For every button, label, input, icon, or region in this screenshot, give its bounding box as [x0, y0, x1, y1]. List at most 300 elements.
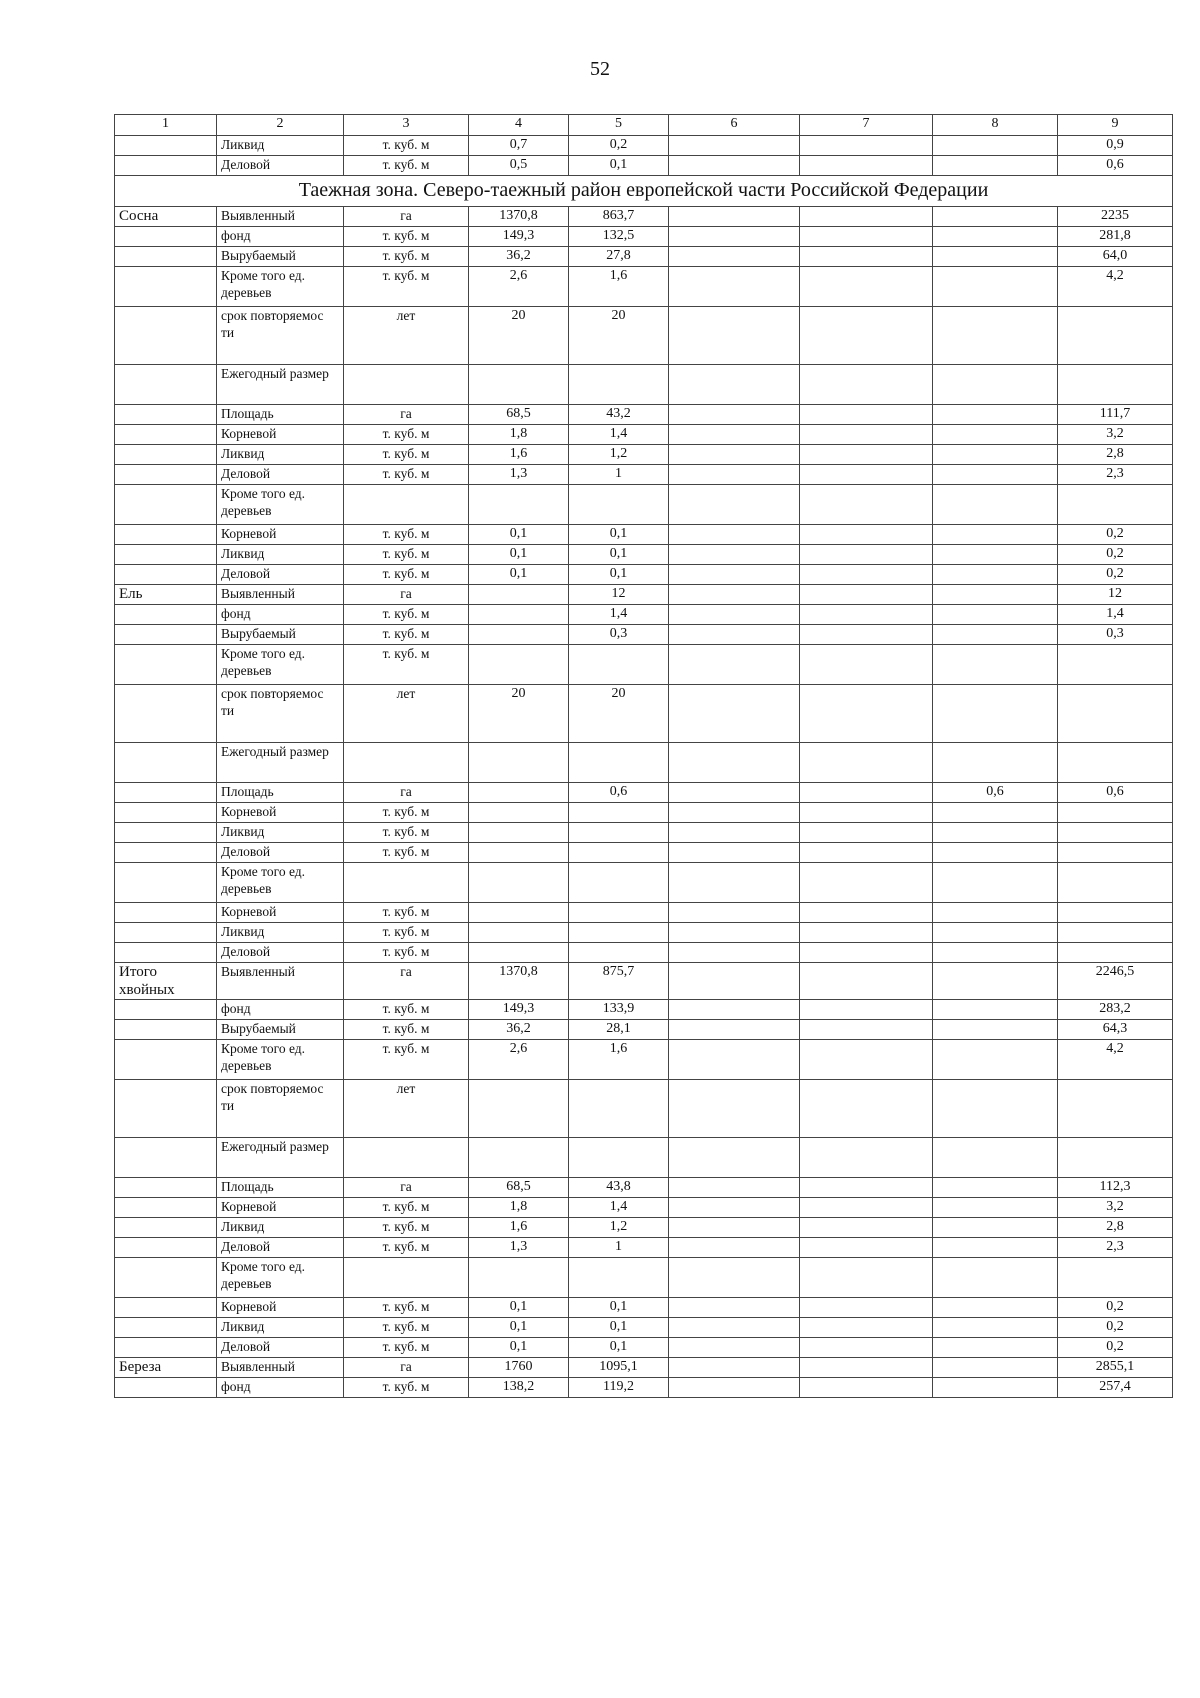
value-cell-col8 — [933, 1178, 1058, 1198]
value-cell-col7 — [800, 625, 933, 645]
table-row — [115, 783, 1173, 803]
species-cell: Ель — [115, 585, 217, 605]
value-cell-col5: 1,4 — [569, 605, 669, 625]
indicator-cell: Корневой — [217, 525, 344, 545]
indicator-cell: Площадь — [217, 1178, 344, 1198]
species-cell — [115, 1338, 217, 1358]
value-cell-col4: 1,3 — [469, 465, 569, 485]
unit-cell: га — [344, 783, 469, 803]
header-row — [115, 115, 1173, 136]
species-cell: Итого хвойных — [115, 963, 217, 1000]
value-cell-col5 — [569, 1138, 669, 1178]
value-cell-col7 — [800, 863, 933, 903]
value-cell-col9 — [1058, 1080, 1173, 1138]
table-row — [115, 1020, 1173, 1040]
value-cell-col9: 111,7 — [1058, 405, 1173, 425]
species-cell — [115, 485, 217, 525]
species-cell — [115, 903, 217, 923]
value-cell-col7 — [800, 843, 933, 863]
value-cell-col8 — [933, 585, 1058, 605]
value-cell-col5 — [569, 823, 669, 843]
indicator-cell: Выявленный — [217, 585, 344, 605]
value-cell-col8 — [933, 207, 1058, 227]
unit-cell: т. куб. м — [344, 605, 469, 625]
value-cell-col5 — [569, 365, 669, 405]
value-cell-col8 — [933, 803, 1058, 823]
species-cell — [115, 823, 217, 843]
table-row — [115, 605, 1173, 625]
value-cell-col7 — [800, 1378, 933, 1398]
indicator-cell: Корневой — [217, 903, 344, 923]
table-row — [115, 943, 1173, 963]
value-cell-col9: 0,2 — [1058, 1318, 1173, 1338]
value-cell-col4: 1,3 — [469, 1238, 569, 1258]
value-cell-col8 — [933, 1040, 1058, 1080]
value-cell-col7 — [800, 156, 933, 176]
value-cell-col4 — [469, 625, 569, 645]
value-cell-col8 — [933, 903, 1058, 923]
value-cell-col6 — [669, 1020, 800, 1040]
indicator-cell: Вырубаемый — [217, 625, 344, 645]
value-cell-col4: 1370,8 — [469, 207, 569, 227]
value-cell-col9: 4,2 — [1058, 267, 1173, 307]
table-row — [115, 136, 1173, 156]
value-cell-col4 — [469, 783, 569, 803]
table-row — [115, 445, 1173, 465]
unit-cell: т. куб. м — [344, 545, 469, 565]
table-row — [115, 545, 1173, 565]
data-table — [114, 114, 1173, 1398]
value-cell-col5: 863,7 — [569, 207, 669, 227]
value-cell-col7 — [800, 585, 933, 605]
table-row — [115, 843, 1173, 863]
value-cell-col5: 133,9 — [569, 1000, 669, 1020]
species-cell — [115, 227, 217, 247]
value-cell-col6 — [669, 1338, 800, 1358]
table-row — [115, 525, 1173, 545]
value-cell-col9 — [1058, 943, 1173, 963]
value-cell-col8 — [933, 267, 1058, 307]
value-cell-col6 — [669, 247, 800, 267]
indicator-cell: Выявленный — [217, 963, 344, 1000]
value-cell-col4 — [469, 585, 569, 605]
value-cell-col5 — [569, 1258, 669, 1298]
value-cell-col9: 112,3 — [1058, 1178, 1173, 1198]
value-cell-col8 — [933, 156, 1058, 176]
species-cell — [115, 1298, 217, 1318]
value-cell-col4: 0,1 — [469, 1338, 569, 1358]
indicator-cell: Корневой — [217, 1198, 344, 1218]
unit-cell: т. куб. м — [344, 445, 469, 465]
value-cell-col8 — [933, 227, 1058, 247]
value-cell-col5: 27,8 — [569, 247, 669, 267]
indicator-cell: фонд — [217, 605, 344, 625]
value-cell-col8 — [933, 823, 1058, 843]
value-cell-col9: 12 — [1058, 585, 1173, 605]
value-cell-col9: 64,3 — [1058, 1020, 1173, 1040]
value-cell-col5: 0,1 — [569, 156, 669, 176]
indicator-cell: Деловой — [217, 943, 344, 963]
value-cell-col8 — [933, 247, 1058, 267]
species-cell — [115, 645, 217, 685]
table-row — [115, 1318, 1173, 1338]
unit-cell — [344, 365, 469, 405]
value-cell-col7 — [800, 307, 933, 365]
value-cell-col4 — [469, 863, 569, 903]
value-cell-col6 — [669, 843, 800, 863]
unit-cell: т. куб. м — [344, 823, 469, 843]
value-cell-col4 — [469, 1258, 569, 1298]
table-row — [115, 963, 1173, 1000]
species-cell — [115, 1178, 217, 1198]
unit-cell: т. куб. м — [344, 267, 469, 307]
value-cell-col5: 0,1 — [569, 1318, 669, 1338]
value-cell-col4 — [469, 943, 569, 963]
value-cell-col9 — [1058, 645, 1173, 685]
value-cell-col4: 20 — [469, 307, 569, 365]
indicator-cell: Выявленный — [217, 1358, 344, 1378]
header-cell: 3 — [344, 115, 469, 136]
value-cell-col9 — [1058, 1258, 1173, 1298]
value-cell-col9: 0,2 — [1058, 525, 1173, 545]
unit-cell: га — [344, 585, 469, 605]
value-cell-col8 — [933, 1020, 1058, 1040]
value-cell-col6 — [669, 1298, 800, 1318]
species-cell — [115, 803, 217, 823]
unit-cell: т. куб. м — [344, 525, 469, 545]
value-cell-col8 — [933, 843, 1058, 863]
unit-cell: т. куб. м — [344, 1040, 469, 1080]
value-cell-col8 — [933, 1318, 1058, 1338]
header-cell: 9 — [1058, 115, 1173, 136]
value-cell-col5: 1,6 — [569, 267, 669, 307]
value-cell-col4: 138,2 — [469, 1378, 569, 1398]
value-cell-col8 — [933, 1198, 1058, 1218]
value-cell-col9: 0,9 — [1058, 136, 1173, 156]
value-cell-col9: 2,3 — [1058, 1238, 1173, 1258]
value-cell-col4 — [469, 803, 569, 823]
value-cell-col9: 283,2 — [1058, 1000, 1173, 1020]
value-cell-col6 — [669, 625, 800, 645]
value-cell-col8 — [933, 605, 1058, 625]
table-row — [115, 1238, 1173, 1258]
indicator-cell: Деловой — [217, 843, 344, 863]
value-cell-col9: 2,8 — [1058, 1218, 1173, 1238]
value-cell-col7 — [800, 605, 933, 625]
table-row — [115, 645, 1173, 685]
indicator-cell: Ликвид — [217, 823, 344, 843]
value-cell-col8 — [933, 525, 1058, 545]
unit-cell: т. куб. м — [344, 1298, 469, 1318]
value-cell-col6 — [669, 1138, 800, 1178]
table-row — [115, 156, 1173, 176]
value-cell-col6 — [669, 307, 800, 365]
value-cell-col5: 0,3 — [569, 625, 669, 645]
value-cell-col4 — [469, 365, 569, 405]
unit-cell: лет — [344, 1080, 469, 1138]
table-row — [115, 743, 1173, 783]
table-row — [115, 207, 1173, 227]
value-cell-col8 — [933, 565, 1058, 585]
value-cell-col6 — [669, 803, 800, 823]
value-cell-col8 — [933, 365, 1058, 405]
unit-cell: т. куб. м — [344, 156, 469, 176]
value-cell-col7 — [800, 685, 933, 743]
value-cell-col4: 36,2 — [469, 1020, 569, 1040]
species-cell — [115, 445, 217, 465]
value-cell-col4: 1,8 — [469, 1198, 569, 1218]
indicator-cell: Ликвид — [217, 545, 344, 565]
value-cell-col6 — [669, 685, 800, 743]
value-cell-col9: 64,0 — [1058, 247, 1173, 267]
value-cell-col9: 2235 — [1058, 207, 1173, 227]
species-cell — [115, 1000, 217, 1020]
table-row — [115, 1178, 1173, 1198]
unit-cell: га — [344, 1358, 469, 1378]
value-cell-col6 — [669, 565, 800, 585]
table-row — [115, 565, 1173, 585]
indicator-cell: Деловой — [217, 156, 344, 176]
unit-cell: т. куб. м — [344, 425, 469, 445]
unit-cell: т. куб. м — [344, 843, 469, 863]
species-cell — [115, 685, 217, 743]
unit-cell: га — [344, 1178, 469, 1198]
species-cell — [115, 1138, 217, 1178]
section-title-row — [115, 176, 1173, 207]
table-row — [115, 307, 1173, 365]
value-cell-col6 — [669, 903, 800, 923]
value-cell-col7 — [800, 783, 933, 803]
value-cell-col4: 68,5 — [469, 405, 569, 425]
species-cell — [115, 1378, 217, 1398]
species-cell — [115, 605, 217, 625]
indicator-cell: Ликвид — [217, 445, 344, 465]
indicator-cell: срок повторяемос ти — [217, 685, 344, 743]
value-cell-col9: 2246,5 — [1058, 963, 1173, 1000]
value-cell-col6 — [669, 605, 800, 625]
table-row — [115, 803, 1173, 823]
value-cell-col5: 1 — [569, 465, 669, 485]
value-cell-col7 — [800, 645, 933, 685]
indicator-cell: Вырубаемый — [217, 247, 344, 267]
value-cell-col6 — [669, 365, 800, 405]
species-cell — [115, 1258, 217, 1298]
value-cell-col6 — [669, 1238, 800, 1258]
value-cell-col8 — [933, 405, 1058, 425]
species-cell — [115, 625, 217, 645]
value-cell-col9 — [1058, 685, 1173, 743]
indicator-cell: фонд — [217, 1000, 344, 1020]
value-cell-col8 — [933, 1218, 1058, 1238]
indicator-cell: срок повторяемос ти — [217, 1080, 344, 1138]
value-cell-col5: 0,1 — [569, 565, 669, 585]
table-row — [115, 1198, 1173, 1218]
value-cell-col5 — [569, 645, 669, 685]
value-cell-col6 — [669, 465, 800, 485]
table-row — [115, 1138, 1173, 1178]
table-row — [115, 1000, 1173, 1020]
value-cell-col4 — [469, 743, 569, 783]
indicator-cell: Кроме того ед. деревьев — [217, 645, 344, 685]
value-cell-col9: 3,2 — [1058, 425, 1173, 445]
value-cell-col7 — [800, 425, 933, 445]
species-cell — [115, 783, 217, 803]
value-cell-col9: 0,6 — [1058, 783, 1173, 803]
indicator-cell: Ликвид — [217, 1218, 344, 1238]
value-cell-col5: 20 — [569, 685, 669, 743]
unit-cell: т. куб. м — [344, 943, 469, 963]
table-row — [115, 247, 1173, 267]
value-cell-col4: 68,5 — [469, 1178, 569, 1198]
value-cell-col7 — [800, 485, 933, 525]
value-cell-col4 — [469, 923, 569, 943]
value-cell-col5: 20 — [569, 307, 669, 365]
species-cell — [115, 565, 217, 585]
value-cell-col4 — [469, 645, 569, 685]
table-row — [115, 485, 1173, 525]
value-cell-col4 — [469, 485, 569, 525]
table-row — [115, 625, 1173, 645]
value-cell-col7 — [800, 1178, 933, 1198]
value-cell-col9 — [1058, 903, 1173, 923]
section-title: Таежная зона. Северо-таежный район европейской части Российской Федерации — [115, 176, 1173, 207]
species-cell — [115, 465, 217, 485]
value-cell-col5: 132,5 — [569, 227, 669, 247]
value-cell-col5: 0,1 — [569, 525, 669, 545]
table-row — [115, 685, 1173, 743]
value-cell-col4: 0,7 — [469, 136, 569, 156]
value-cell-col7 — [800, 1198, 933, 1218]
value-cell-col6 — [669, 545, 800, 565]
indicator-cell: Кроме того ед. деревьев — [217, 267, 344, 307]
indicator-cell: Выявленный — [217, 207, 344, 227]
value-cell-col8 — [933, 1338, 1058, 1358]
value-cell-col6 — [669, 943, 800, 963]
indicator-cell: фонд — [217, 1378, 344, 1398]
value-cell-col8 — [933, 465, 1058, 485]
indicator-cell: Деловой — [217, 1338, 344, 1358]
header-cell: 5 — [569, 115, 669, 136]
table-row — [115, 1338, 1173, 1358]
table-row — [115, 1258, 1173, 1298]
value-cell-col5: 1,4 — [569, 425, 669, 445]
value-cell-col9: 2,8 — [1058, 445, 1173, 465]
value-cell-col5: 1,2 — [569, 445, 669, 465]
value-cell-col7 — [800, 1138, 933, 1178]
value-cell-col6 — [669, 425, 800, 445]
value-cell-col5: 12 — [569, 585, 669, 605]
value-cell-col8 — [933, 923, 1058, 943]
species-cell — [115, 863, 217, 903]
value-cell-col8 — [933, 1298, 1058, 1318]
unit-cell: т. куб. м — [344, 465, 469, 485]
value-cell-col5 — [569, 1080, 669, 1138]
value-cell-col5 — [569, 863, 669, 903]
indicator-cell: Корневой — [217, 1298, 344, 1318]
value-cell-col9 — [1058, 803, 1173, 823]
value-cell-col6 — [669, 136, 800, 156]
value-cell-col4: 0,1 — [469, 1298, 569, 1318]
value-cell-col7 — [800, 525, 933, 545]
value-cell-col4: 20 — [469, 685, 569, 743]
indicator-cell: Площадь — [217, 783, 344, 803]
value-cell-col4: 36,2 — [469, 247, 569, 267]
unit-cell: т. куб. м — [344, 136, 469, 156]
header-cell: 1 — [115, 115, 217, 136]
value-cell-col4: 1,6 — [469, 445, 569, 465]
indicator-cell: Деловой — [217, 565, 344, 585]
value-cell-col7 — [800, 227, 933, 247]
value-cell-col4: 0,1 — [469, 1318, 569, 1338]
header-cell: 4 — [469, 115, 569, 136]
value-cell-col7 — [800, 943, 933, 963]
table-row — [115, 425, 1173, 445]
value-cell-col7 — [800, 267, 933, 307]
value-cell-col6 — [669, 156, 800, 176]
value-cell-col9 — [1058, 863, 1173, 903]
value-cell-col7 — [800, 963, 933, 1000]
unit-cell: т. куб. м — [344, 645, 469, 685]
indicator-cell: Вырубаемый — [217, 1020, 344, 1040]
table-row — [115, 903, 1173, 923]
table-row — [115, 823, 1173, 843]
value-cell-col5: 43,8 — [569, 1178, 669, 1198]
value-cell-col9: 0,2 — [1058, 1338, 1173, 1358]
unit-cell: т. куб. м — [344, 565, 469, 585]
value-cell-col6 — [669, 1178, 800, 1198]
value-cell-col5: 1 — [569, 1238, 669, 1258]
indicator-cell: Кроме того ед. деревьев — [217, 863, 344, 903]
unit-cell — [344, 743, 469, 783]
unit-cell: т. куб. м — [344, 1198, 469, 1218]
value-cell-col6 — [669, 783, 800, 803]
unit-cell — [344, 1258, 469, 1298]
indicator-cell: фонд — [217, 227, 344, 247]
indicator-cell: Кроме того ед. деревьев — [217, 1040, 344, 1080]
value-cell-col6 — [669, 1378, 800, 1398]
species-cell — [115, 545, 217, 565]
value-cell-col9: 0,2 — [1058, 1298, 1173, 1318]
value-cell-col4 — [469, 823, 569, 843]
value-cell-col5: 0,1 — [569, 1338, 669, 1358]
value-cell-col6 — [669, 823, 800, 843]
value-cell-col4: 149,3 — [469, 1000, 569, 1020]
value-cell-col5: 875,7 — [569, 963, 669, 1000]
value-cell-col6 — [669, 1318, 800, 1338]
value-cell-col5 — [569, 903, 669, 923]
value-cell-col5 — [569, 743, 669, 783]
unit-cell: т. куб. м — [344, 1238, 469, 1258]
value-cell-col4 — [469, 903, 569, 923]
unit-cell — [344, 485, 469, 525]
species-cell — [115, 1218, 217, 1238]
value-cell-col9 — [1058, 365, 1173, 405]
unit-cell: т. куб. м — [344, 227, 469, 247]
table-row — [115, 1358, 1173, 1378]
value-cell-col6 — [669, 963, 800, 1000]
value-cell-col8 — [933, 136, 1058, 156]
header-cell: 2 — [217, 115, 344, 136]
value-cell-col6 — [669, 267, 800, 307]
table-row — [115, 1378, 1173, 1398]
value-cell-col6 — [669, 485, 800, 525]
value-cell-col8 — [933, 963, 1058, 1000]
value-cell-col9: 2855,1 — [1058, 1358, 1173, 1378]
unit-cell: т. куб. м — [344, 923, 469, 943]
value-cell-col7 — [800, 823, 933, 843]
table-row — [115, 1298, 1173, 1318]
value-cell-col7 — [800, 1020, 933, 1040]
